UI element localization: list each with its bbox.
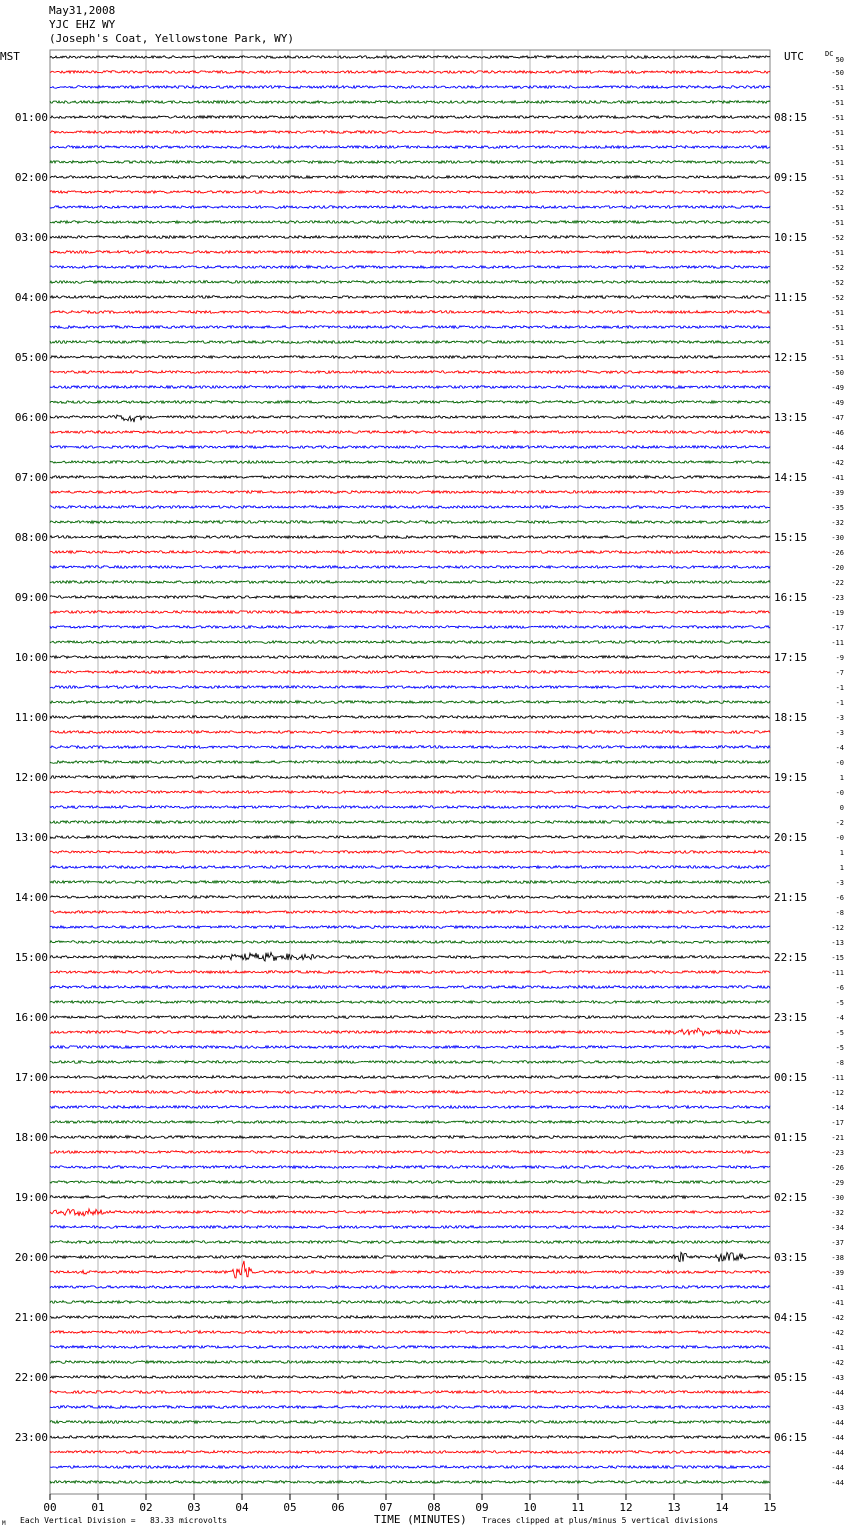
dc-label: DC bbox=[825, 50, 834, 58]
utc-hour-label: 10:15 bbox=[774, 231, 808, 244]
dc-offset-label: -23 bbox=[831, 594, 844, 602]
trace-line bbox=[50, 476, 770, 479]
dc-offset-label: -43 bbox=[831, 1374, 844, 1382]
dc-offset-label: -21 bbox=[831, 1134, 844, 1142]
dc-offset-label: -51 bbox=[831, 84, 844, 92]
dc-offset-label: -44 bbox=[831, 1479, 844, 1487]
dc-offset-label: -1 bbox=[835, 699, 844, 707]
dc-offset-label: -30 bbox=[831, 1194, 844, 1202]
trace-line bbox=[50, 1391, 770, 1394]
corner-mark: M bbox=[2, 1520, 6, 1527]
trace-line bbox=[50, 1421, 770, 1424]
x-tick-label: 14 bbox=[715, 1501, 729, 1514]
trace-line bbox=[50, 1301, 770, 1304]
dc-offset-label: -52 bbox=[831, 279, 844, 287]
trace-line bbox=[50, 415, 770, 422]
mst-hour-label: 11:00 bbox=[14, 711, 48, 724]
trace-line bbox=[50, 1001, 770, 1004]
utc-axis-label: UTC bbox=[784, 50, 804, 63]
dc-offset-label: -6 bbox=[835, 984, 844, 992]
dc-offset-label: -52 bbox=[831, 294, 844, 302]
dc-offset-label: -44 bbox=[831, 1419, 844, 1427]
trace-line bbox=[50, 251, 770, 254]
dc-offset-label: -3 bbox=[835, 879, 844, 887]
dc-offset-label: -0 bbox=[835, 834, 844, 842]
dc-offset-label: -2 bbox=[835, 819, 844, 827]
trace-line bbox=[50, 1061, 770, 1064]
utc-hour-label: 08:15 bbox=[774, 111, 808, 124]
mst-hour-label: 20:00 bbox=[14, 1251, 48, 1264]
dc-offset-label: -30 bbox=[831, 534, 844, 542]
mst-hour-label: 08:00 bbox=[14, 531, 48, 544]
trace-line bbox=[50, 641, 770, 644]
trace-line bbox=[50, 221, 770, 224]
utc-hour-label: 15:15 bbox=[774, 531, 808, 544]
mst-hour-label: 14:00 bbox=[14, 891, 48, 904]
utc-hour-label: 19:15 bbox=[774, 771, 808, 784]
dc-offset-label: 0 bbox=[839, 804, 844, 812]
x-tick-label: 12 bbox=[619, 1501, 633, 1514]
dc-offset-label: -22 bbox=[831, 579, 844, 587]
label-group bbox=[15, 56, 844, 1514]
station-label: YJC EHZ WY bbox=[49, 18, 116, 31]
trace-line bbox=[50, 581, 770, 584]
dc-offset-label: -43 bbox=[831, 1404, 844, 1412]
trace-line bbox=[50, 731, 770, 734]
x-tick-label: 10 bbox=[523, 1501, 537, 1514]
trace-line bbox=[50, 1106, 770, 1109]
trace-line bbox=[50, 761, 770, 764]
utc-hour-label: 00:15 bbox=[774, 1071, 808, 1084]
dc-offset-label: -26 bbox=[831, 549, 844, 557]
dc-offset-label: -52 bbox=[831, 264, 844, 272]
trace-line bbox=[50, 1451, 770, 1454]
dc-offset-label: -52 bbox=[831, 234, 844, 242]
dc-offset-label: -3 bbox=[835, 729, 844, 737]
dc-offset-label: -52 bbox=[831, 189, 844, 197]
scale-note: Each Vertical Division = 83.33 microvolts bbox=[20, 1516, 228, 1525]
dc-offset-label: -12 bbox=[831, 924, 844, 932]
x-tick-label: 09 bbox=[475, 1501, 489, 1514]
x-tick-label: 15 bbox=[763, 1501, 777, 1514]
dc-offset-label: -4 bbox=[835, 744, 844, 752]
trace-line bbox=[50, 491, 770, 494]
x-tick-label: 13 bbox=[667, 1501, 681, 1514]
trace-line bbox=[50, 776, 770, 779]
dc-offset-label: -8 bbox=[835, 909, 844, 917]
dc-offset-label: -41 bbox=[831, 1344, 844, 1352]
dc-offset-label: -11 bbox=[831, 1074, 844, 1082]
trace-line bbox=[50, 926, 770, 929]
trace-line bbox=[50, 671, 770, 674]
trace-line bbox=[50, 611, 770, 614]
clip-note: Traces clipped at plus/minus 5 vertical divisions bbox=[482, 1516, 719, 1525]
dc-offset-label: -6 bbox=[835, 894, 844, 902]
trace-line bbox=[50, 506, 770, 509]
trace-line bbox=[50, 101, 770, 104]
trace-line bbox=[50, 746, 770, 749]
mst-hour-label: 01:00 bbox=[14, 111, 48, 124]
utc-hour-label: 04:15 bbox=[774, 1311, 808, 1324]
trace-line bbox=[50, 1376, 770, 1379]
x-tick-label: 03 bbox=[187, 1501, 201, 1514]
trace-line bbox=[50, 791, 770, 794]
trace-line bbox=[50, 1091, 770, 1094]
dc-offset-label: -5 bbox=[835, 999, 844, 1007]
mst-hour-label: 09:00 bbox=[14, 591, 48, 604]
trace-line bbox=[50, 1196, 770, 1199]
mst-hour-label: 07:00 bbox=[14, 471, 48, 484]
dc-offset-label: -5 bbox=[835, 1044, 844, 1052]
dc-offset-label: -3 bbox=[835, 714, 844, 722]
dc-offset-label: -51 bbox=[831, 309, 844, 317]
trace-line bbox=[50, 146, 770, 149]
dc-offset-label: -7 bbox=[835, 669, 844, 677]
dc-offset-label: -34 bbox=[831, 1224, 844, 1232]
dc-offset-label: -29 bbox=[831, 1179, 844, 1187]
dc-offset-label: -51 bbox=[831, 174, 844, 182]
utc-hour-label: 01:15 bbox=[774, 1131, 808, 1144]
dc-offset-label: -44 bbox=[831, 1464, 844, 1472]
utc-hour-label: 18:15 bbox=[774, 711, 808, 724]
mst-hour-label: 10:00 bbox=[14, 651, 48, 664]
dc-offset-label: -44 bbox=[831, 1434, 844, 1442]
dc-offset-label: -41 bbox=[831, 474, 844, 482]
dc-offset-label: -5 bbox=[835, 1029, 844, 1037]
utc-hour-label: 09:15 bbox=[774, 171, 808, 184]
trace-line bbox=[50, 1181, 770, 1184]
dc-offset-label: -23 bbox=[831, 1149, 844, 1157]
dc-offset-label: -51 bbox=[831, 99, 844, 107]
mst-hour-label: 02:00 bbox=[14, 171, 48, 184]
dc-offset-label: -41 bbox=[831, 1299, 844, 1307]
mst-hour-label: 06:00 bbox=[14, 411, 48, 424]
mst-hour-label: 13:00 bbox=[14, 831, 48, 844]
trace-line bbox=[50, 566, 770, 569]
dc-offset-label: -4 bbox=[835, 1014, 844, 1022]
utc-hour-label: 02:15 bbox=[774, 1191, 808, 1204]
utc-hour-label: 17:15 bbox=[774, 651, 808, 664]
trace-line bbox=[50, 191, 770, 194]
trace-line bbox=[50, 1316, 770, 1319]
dc-offset-label: -50 bbox=[831, 369, 844, 377]
trace-line bbox=[50, 86, 770, 89]
trace-line bbox=[50, 1028, 770, 1036]
dc-offset-label: -12 bbox=[831, 1089, 844, 1097]
dc-offset-label: -15 bbox=[831, 954, 844, 962]
trace-line bbox=[50, 536, 770, 539]
mst-hour-label: 12:00 bbox=[14, 771, 48, 784]
trace-line bbox=[50, 1046, 770, 1049]
trace-line bbox=[50, 131, 770, 134]
trace-line bbox=[50, 521, 770, 524]
mst-hour-label: 16:00 bbox=[14, 1011, 48, 1024]
mst-hour-label: 03:00 bbox=[14, 231, 48, 244]
mst-hour-label: 18:00 bbox=[14, 1131, 48, 1144]
dc-offset-label: -0 bbox=[835, 789, 844, 797]
dc-offset-label: -32 bbox=[831, 1209, 844, 1217]
trace-line bbox=[50, 821, 770, 824]
dc-offset-label: -42 bbox=[831, 1329, 844, 1337]
trace-line bbox=[50, 1436, 770, 1439]
trace-line bbox=[50, 341, 770, 344]
utc-hour-label: 11:15 bbox=[774, 291, 808, 304]
trace-line bbox=[50, 206, 770, 209]
dc-offset-label: -37 bbox=[831, 1239, 844, 1247]
trace-line bbox=[50, 941, 770, 944]
mst-hour-label: 04:00 bbox=[14, 291, 48, 304]
trace-line bbox=[50, 236, 770, 239]
trace-line bbox=[50, 656, 770, 659]
trace-line bbox=[50, 881, 770, 884]
trace-line bbox=[50, 386, 770, 389]
trace-line bbox=[50, 1241, 770, 1244]
location-label: (Joseph's Coat, Yellowstone Park, WY) bbox=[49, 32, 295, 45]
dc-offset-label: -46 bbox=[831, 429, 844, 437]
dc-offset-label: -35 bbox=[831, 504, 844, 512]
x-tick-label: 00 bbox=[43, 1501, 57, 1514]
dc-offset-label: -8 bbox=[835, 1059, 844, 1067]
dc-offset-label: -44 bbox=[831, 444, 844, 452]
trace-line bbox=[50, 686, 770, 689]
dc-offset-label: -44 bbox=[831, 1389, 844, 1397]
dc-offset-label: -1 bbox=[835, 684, 844, 692]
utc-hour-label: 13:15 bbox=[774, 411, 808, 424]
trace-line bbox=[50, 401, 770, 404]
trace-line bbox=[50, 986, 770, 989]
trace-line bbox=[50, 896, 770, 899]
mst-hour-label: 19:00 bbox=[14, 1191, 48, 1204]
mst-hour-label: 23:00 bbox=[14, 1431, 48, 1444]
dc-offset-label: -42 bbox=[831, 1359, 844, 1367]
trace-line bbox=[50, 446, 770, 449]
trace-line bbox=[50, 911, 770, 914]
dc-offset-label: -51 bbox=[831, 219, 844, 227]
mst-hour-label: 05:00 bbox=[14, 351, 48, 364]
trace-line bbox=[50, 1261, 770, 1278]
dc-offset-label: -49 bbox=[831, 384, 844, 392]
dc-offset-label: -38 bbox=[831, 1254, 844, 1262]
trace-line bbox=[50, 1166, 770, 1169]
x-tick-label: 08 bbox=[427, 1501, 441, 1514]
dc-offset-label: -19 bbox=[831, 609, 844, 617]
trace-line bbox=[50, 161, 770, 164]
trace-line bbox=[50, 296, 770, 299]
x-axis-title: TIME (MINUTES) bbox=[374, 1513, 467, 1526]
trace-line bbox=[50, 116, 770, 119]
dc-offset-label: -9 bbox=[835, 654, 844, 662]
dc-offset-label: -51 bbox=[831, 354, 844, 362]
dc-offset-label: -51 bbox=[831, 339, 844, 347]
trace-line bbox=[50, 836, 770, 839]
trace-line bbox=[50, 953, 770, 962]
trace-line bbox=[50, 1331, 770, 1334]
mst-axis-label: MST bbox=[0, 50, 20, 63]
utc-hour-label: 21:15 bbox=[774, 891, 808, 904]
trace-line bbox=[50, 626, 770, 629]
trace-line bbox=[50, 1121, 770, 1124]
dc-offset-label: -39 bbox=[831, 1269, 844, 1277]
trace-line bbox=[50, 1406, 770, 1409]
dc-offset-label: 1 bbox=[839, 849, 844, 857]
trace-line bbox=[50, 356, 770, 359]
x-tick-label: 06 bbox=[331, 1501, 345, 1514]
dc-offset-label: -20 bbox=[831, 564, 844, 572]
utc-hour-label: 16:15 bbox=[774, 591, 808, 604]
trace-line bbox=[50, 806, 770, 809]
dc-offset-label: 50 bbox=[835, 56, 844, 64]
utc-hour-label: 20:15 bbox=[774, 831, 808, 844]
x-tick-label: 05 bbox=[283, 1501, 297, 1514]
dc-offset-label: -42 bbox=[831, 459, 844, 467]
date-label: May31,2008 bbox=[49, 4, 116, 17]
utc-hour-label: 06:15 bbox=[774, 1431, 808, 1444]
dc-offset-label: -11 bbox=[831, 639, 844, 647]
trace-line bbox=[50, 281, 770, 284]
trace-line bbox=[50, 1252, 770, 1261]
trace-line bbox=[50, 1361, 770, 1364]
trace-line bbox=[50, 1151, 770, 1154]
x-tick-label: 11 bbox=[571, 1501, 585, 1514]
dc-offset-label: -26 bbox=[831, 1164, 844, 1172]
mst-hour-label: 22:00 bbox=[14, 1371, 48, 1384]
trace-line bbox=[50, 551, 770, 554]
trace-line bbox=[50, 431, 770, 434]
dc-offset-label: 1 bbox=[839, 864, 844, 872]
utc-hour-label: 03:15 bbox=[774, 1251, 808, 1264]
dc-offset-label: -50 bbox=[831, 69, 844, 77]
trace-line bbox=[50, 56, 770, 59]
dc-offset-label: -14 bbox=[831, 1104, 844, 1112]
trace-line bbox=[50, 371, 770, 374]
trace-line bbox=[50, 1209, 770, 1216]
utc-hour-label: 14:15 bbox=[774, 471, 808, 484]
utc-hour-label: 22:15 bbox=[774, 951, 808, 964]
mst-hour-label: 15:00 bbox=[14, 951, 48, 964]
trace-line bbox=[50, 701, 770, 704]
trace-line bbox=[50, 1016, 770, 1019]
dc-offset-label: -49 bbox=[831, 399, 844, 407]
dc-offset-label: -51 bbox=[831, 249, 844, 257]
trace-line bbox=[50, 1076, 770, 1079]
trace-line bbox=[50, 176, 770, 179]
trace-line bbox=[50, 326, 770, 329]
x-tick-label: 07 bbox=[379, 1501, 393, 1514]
trace-group bbox=[50, 56, 770, 1484]
dc-offset-label: -47 bbox=[831, 414, 844, 422]
trace-line bbox=[50, 971, 770, 974]
trace-line bbox=[50, 1346, 770, 1349]
dc-offset-label: -11 bbox=[831, 969, 844, 977]
dc-offset-label: -41 bbox=[831, 1284, 844, 1292]
utc-hour-label: 23:15 bbox=[774, 1011, 808, 1024]
trace-line bbox=[50, 596, 770, 599]
trace-line bbox=[50, 71, 770, 74]
trace-line bbox=[50, 1286, 770, 1289]
dc-offset-label: -42 bbox=[831, 1314, 844, 1322]
dc-offset-label: -51 bbox=[831, 114, 844, 122]
dc-offset-label: -32 bbox=[831, 519, 844, 527]
dc-offset-label: -17 bbox=[831, 1119, 844, 1127]
mst-hour-label: 17:00 bbox=[14, 1071, 48, 1084]
trace-line bbox=[50, 461, 770, 464]
utc-hour-label: 05:15 bbox=[774, 1371, 808, 1384]
trace-line bbox=[50, 1481, 770, 1484]
dc-offset-label: -13 bbox=[831, 939, 844, 947]
trace-line bbox=[50, 1466, 770, 1469]
dc-offset-label: -51 bbox=[831, 129, 844, 137]
dc-offset-label: -51 bbox=[831, 324, 844, 332]
dc-offset-label: -17 bbox=[831, 624, 844, 632]
utc-hour-label: 12:15 bbox=[774, 351, 808, 364]
dc-offset-label: 1 bbox=[839, 774, 844, 782]
trace-line bbox=[50, 311, 770, 314]
dc-offset-label: -51 bbox=[831, 144, 844, 152]
dc-offset-label: -0 bbox=[835, 759, 844, 767]
dc-offset-label: -51 bbox=[831, 204, 844, 212]
trace-line bbox=[50, 866, 770, 869]
trace-line bbox=[50, 1136, 770, 1139]
x-tick-label: 02 bbox=[139, 1501, 153, 1514]
trace-line bbox=[50, 266, 770, 269]
x-tick-label: 01 bbox=[91, 1501, 105, 1514]
dc-offset-label: -44 bbox=[831, 1449, 844, 1457]
trace-line bbox=[50, 716, 770, 719]
dc-offset-label: -51 bbox=[831, 159, 844, 167]
trace-line bbox=[50, 1226, 770, 1229]
mst-hour-label: 21:00 bbox=[14, 1311, 48, 1324]
trace-line bbox=[50, 851, 770, 854]
dc-offset-label: -39 bbox=[831, 489, 844, 497]
x-tick-label: 04 bbox=[235, 1501, 249, 1514]
